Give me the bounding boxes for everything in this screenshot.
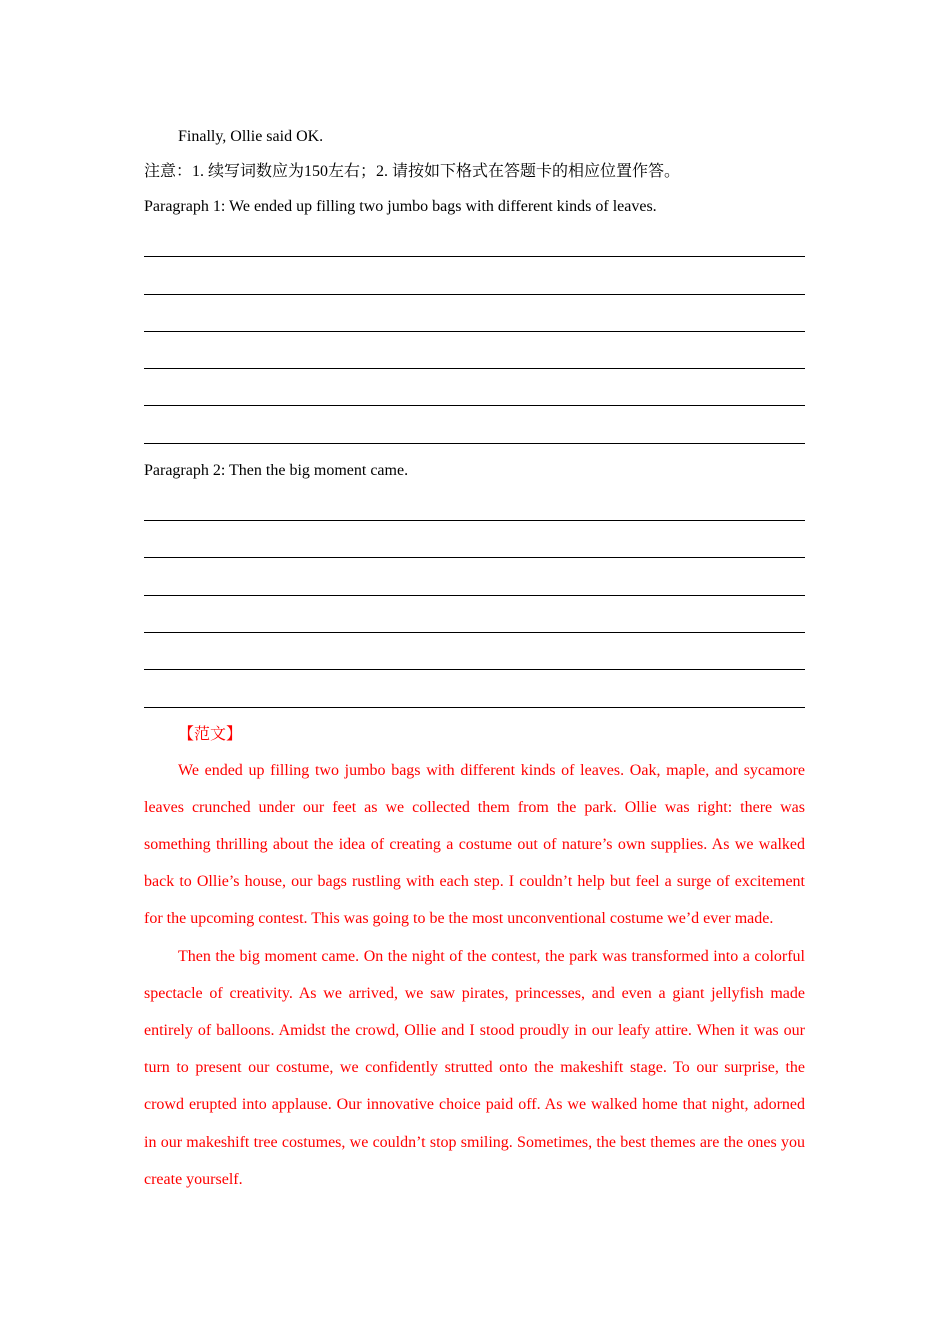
answer-line bbox=[144, 369, 805, 406]
answer-line bbox=[144, 633, 805, 670]
sample-essay-paragraph-1: We ended up filling two jumbo bags with different kinds of leaves. Oak, maple, and sycamore leaves crunched under our feet as we collected them from the park. Ollie was right: there was something thrilling about the idea of creating a costume out of nature’s own supplies. As we walked back to Ollie’s house, our bags rustling with each step. I couldn’t help but feel a surge of excitement for the upcoming contest. This was going to be the most unconventional costume we’d ever made. bbox=[144, 761, 805, 928]
answer-line bbox=[144, 521, 805, 558]
answer-line bbox=[144, 220, 805, 257]
answer-line bbox=[144, 406, 805, 443]
paragraph-2-prompt: Paragraph 2: Then the big moment came. bbox=[144, 461, 409, 479]
answer-line bbox=[144, 257, 805, 294]
answer-line bbox=[144, 484, 805, 521]
paragraph-1-prompt: Paragraph 1: We ended up filling two jumbo bags with different kinds of leaves. bbox=[144, 198, 657, 215]
answer-line bbox=[144, 596, 805, 633]
document-page bbox=[144, 126, 805, 1198]
instructions-note: 注意：1. 续写词数应为150左右；2. 请按如下格式在答题卡的相应位置作答。 bbox=[144, 163, 681, 180]
sample-essay-heading: 【范文】 bbox=[178, 725, 243, 743]
paragraph-2-answer-lines bbox=[144, 484, 805, 708]
paragraph-1-answer-lines bbox=[144, 220, 805, 444]
answer-line bbox=[144, 332, 805, 369]
story-last-sentence: Finally, Ollie said OK. bbox=[178, 128, 324, 145]
sample-essay-paragraph-2: Then the big moment came. On the night of the contest, the park was transformed into a colorful spectacle of creativity. As we arrived, we saw pirates, princesses, and even a giant jellyfish made entirely of balloons. Amidst the crowd, Ollie and I stood proudly in our leafy attire. When it was our turn to present our costume, we confidently strutted onto the makeshift stage. To our surprise, the crowd erupted into applause. Our innovative choice paid off. As we walked home that night, adorned in our makeshift tree costumes, we couldn’t stop smiling. Sometimes, the best themes are the ones you create yourself. bbox=[144, 947, 805, 1188]
answer-line bbox=[144, 670, 805, 707]
answer-line bbox=[144, 558, 805, 595]
sample-essay bbox=[144, 752, 805, 1198]
answer-line bbox=[144, 295, 805, 332]
